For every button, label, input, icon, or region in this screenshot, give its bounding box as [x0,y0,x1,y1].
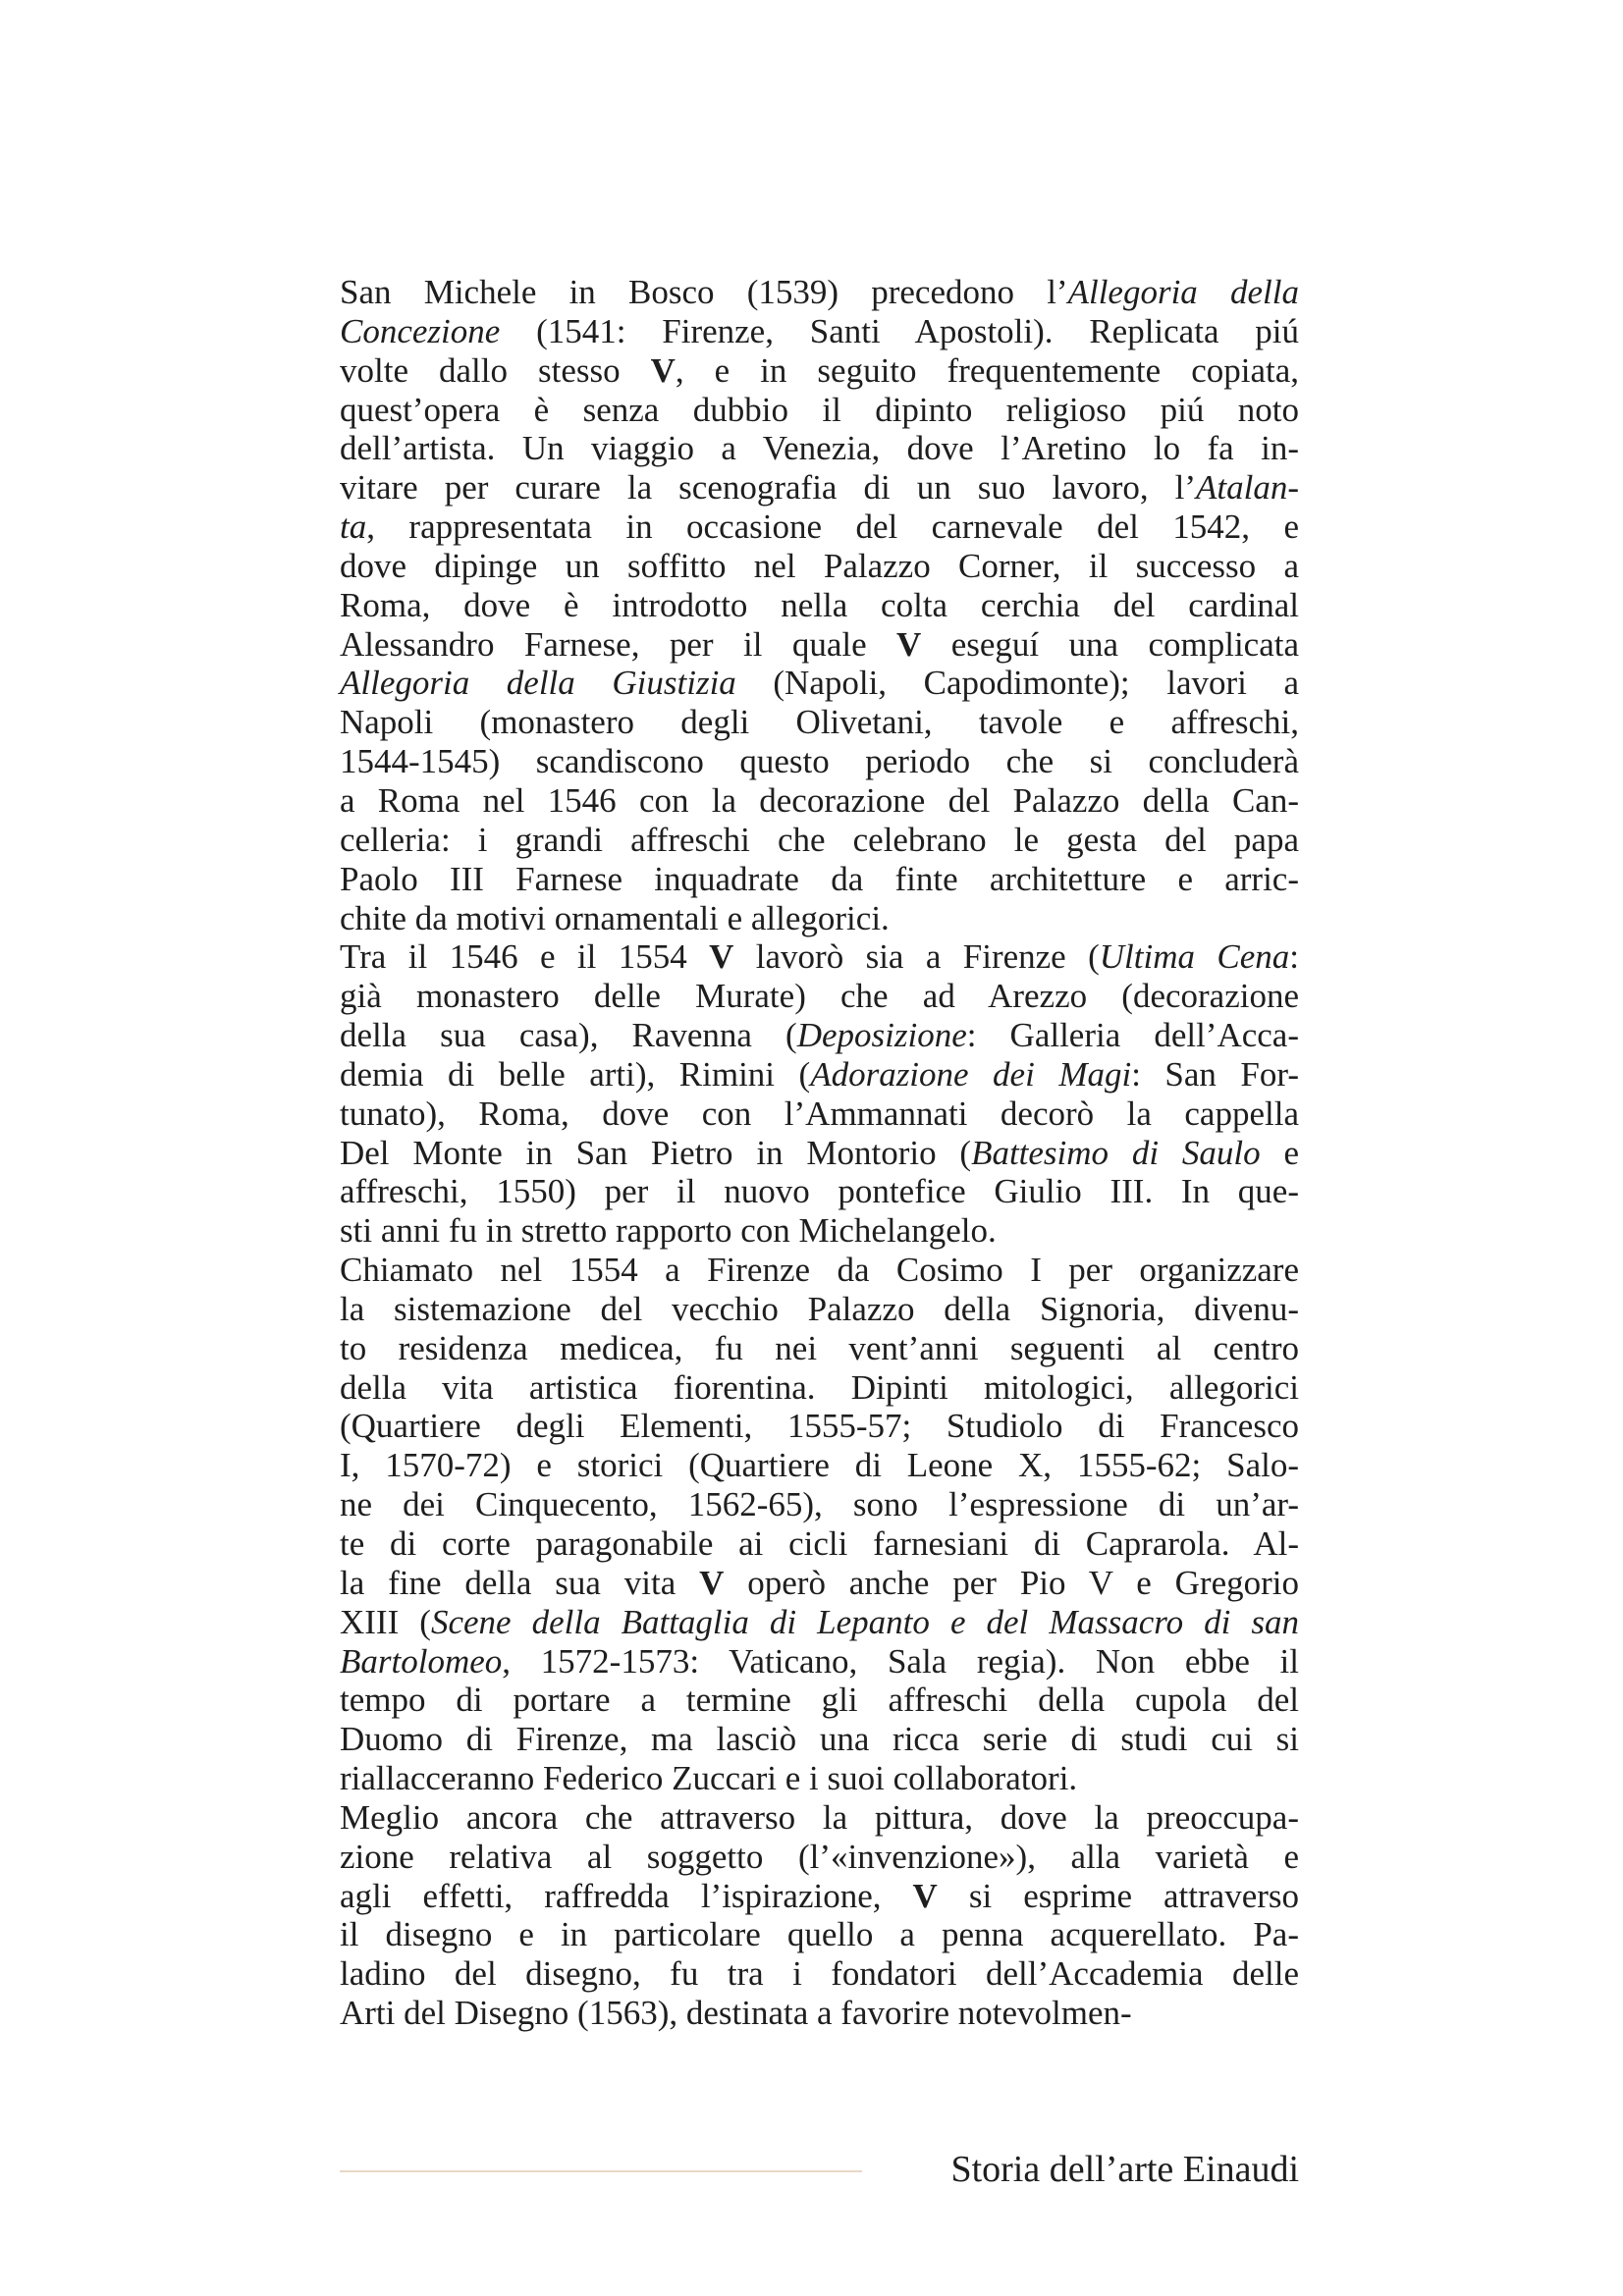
text-segment: : [1289,937,1299,977]
paragraph [340,937,1299,1251]
text-segment: Del Monte in San Pietro in Montorio ( [340,1133,972,1172]
text-segment: Duomo di Firenze, ma lasciò una ricca serie di studi cui si [340,1720,1299,1759]
text-segment: (Quartiere degli Elementi, 1555-57; Studiolo di Francesco [340,1407,1299,1446]
text-segment: 1544-1545) scandiscono questo periodo che si concluderà [340,742,1299,781]
text-line [340,1016,1299,1055]
text-segment: tunato), Roma, dove con l’Ammannati decorò la cappella [340,1094,1299,1133]
text-segment: la fine della sua vita [340,1563,700,1602]
italic-title: Scene della Battaglia di Lepanto e del Massacro di san [430,1602,1299,1641]
text-line [340,1251,1299,1290]
text-segment: la sistemazione del vecchio Palazzo della Signoria, divenu- [340,1289,1299,1328]
text-line [340,1446,1299,1485]
text-segment: , e in seguito frequentemente copiata, [675,350,1299,390]
text-line [340,586,1299,625]
text-segment: to residenza medicea, fu nei vent’anni seguenti al centro [340,1328,1299,1367]
text-line [340,625,1299,665]
text-segment: della vita artistica fiorentina. Dipinti mitologici, allegorici [340,1367,1299,1407]
text-segment: Napoli (monastero degli Olivetani, tavole e affreschi, [340,703,1299,742]
text-line [340,977,1299,1016]
text-line [340,1681,1299,1720]
text-segment: XIII ( [340,1602,431,1641]
text-line [340,781,1299,821]
text-segment: , 1572-1573: Vaticano, Sala regia). Non ebbe il [502,1641,1299,1681]
text-segment: della sua casa), Ravenna ( [340,1016,797,1055]
text-segment: si esprime attraverso [937,1876,1300,1915]
italic-title: Allegoria della Giustizia [340,664,736,703]
text-segment: : Galleria dell’Acca- [966,1016,1299,1055]
text-segment: operò anche per Pio V e Gregorio [724,1563,1299,1602]
text-segment: Chiamato nel 1554 a Firenze da Cosimo I per organizzare [340,1251,1299,1290]
text-segment: Arti del Disegno (1563), destinata a favorire notevolmen- [340,1994,1132,2033]
text-line [340,547,1299,586]
text-segment: ne dei Cinquecento, 1562-65), sono l’espressione di un’ar- [340,1485,1299,1524]
italic-title: Deposizione [796,1016,967,1055]
text-line [340,703,1299,742]
text-line [340,1172,1299,1211]
footer-rule [340,2170,862,2172]
text-line [340,1877,1299,1916]
italic-title: Concezione [340,311,501,350]
text-segment: eseguí una complicata [921,624,1299,664]
italic-title: Battesimo di Saulo [971,1133,1261,1172]
text-line [340,468,1299,507]
text-line [340,1368,1299,1408]
paragraph [340,1798,1299,2033]
text-segment: il disegno e in particolare quello a penna acquerellato. Pa- [340,1915,1299,1954]
text-line [340,429,1299,468]
italic-title: Ultima Cena [1099,937,1290,977]
text-line [340,351,1299,391]
artist-initial: V [896,624,922,664]
text-segment: lavorò sia a Firenze ( [733,937,1100,977]
text-line [340,391,1299,430]
text-line [340,1759,1299,1798]
text-line [340,1407,1299,1446]
text-segment: , rappresentata in occasione del carnevale del 1542, e [366,507,1299,547]
text-line [340,860,1299,899]
text-segment: volte dallo stesso [340,350,651,390]
italic-title: Bartolomeo [340,1641,503,1681]
body-text [340,273,1299,2033]
text-line [340,507,1299,547]
text-segment: dove dipinge un soffitto nel Palazzo Corner, il successo a [340,546,1299,585]
text-segment: Alessandro Farnese, per il quale [340,624,897,664]
text-line [340,742,1299,781]
text-line [340,1524,1299,1564]
italic-title: Atalan- [1196,468,1299,507]
text-line [340,1915,1299,1954]
paragraph [340,273,1299,937]
text-segment: Roma, dove è introdotto nella colta cerchia del cardinal [340,585,1299,624]
text-line [340,1954,1299,1994]
text-segment: ladino del disegno, fu tra i fondatori dell’Accademia delle [340,1954,1299,1994]
text-line [340,1055,1299,1095]
text-segment: chite da motivi ornamentali e allegorici. [340,898,890,937]
text-line [340,273,1299,312]
artist-initial: V [912,1876,938,1915]
text-segment: e [1260,1133,1299,1172]
text-segment: a Roma nel 1546 con la decorazione del Palazzo della Can- [340,780,1299,820]
text-segment: Tra il 1546 e il 1554 [340,937,710,977]
paragraph [340,1251,1299,1798]
text-line [340,1290,1299,1329]
text-line [340,1603,1299,1642]
text-line [340,937,1299,977]
text-segment: (Napoli, Capodimonte); lavori a [735,664,1299,703]
text-segment: : San For- [1131,1054,1299,1094]
text-line [340,1720,1299,1759]
text-line [340,1329,1299,1368]
text-segment: tempo di portare a termine gli affreschi della cupola del [340,1681,1299,1720]
artist-initial: V [699,1563,725,1602]
text-segment: Meglio ancora che attraverso la pittura, dove la preoccupa- [340,1797,1299,1837]
text-segment: zione relativa al soggetto (l’«invenzione»), alla varietà e [340,1837,1299,1876]
text-segment: San Michele in Bosco (1539) precedono l’ [340,273,1068,311]
artist-initial: V [709,937,734,977]
text-segment: già monastero delle Murate) che ad Arezzo (decorazione [340,977,1299,1016]
text-line [340,1798,1299,1838]
text-line [340,821,1299,860]
text-line [340,1211,1299,1251]
text-line [340,1838,1299,1877]
text-segment: demia di belle arti), Rimini ( [340,1054,811,1094]
text-segment: I, 1570-72) e storici (Quartiere di Leone X, 1555-62; Salo- [340,1446,1299,1485]
text-line [340,1485,1299,1524]
footer-publication-title: Storia dell’arte Einaudi [950,2149,1299,2190]
text-line [340,1564,1299,1603]
text-line [340,1642,1299,1682]
italic-title: Allegoria della [1067,273,1299,311]
text-segment: (1541: Firenze, Santi Apostoli). Replicata piú [500,311,1299,350]
text-segment: agli effetti, raffredda l’ispirazione, [340,1876,913,1915]
text-line [340,664,1299,703]
text-segment: affreschi, 1550) per il nuovo pontefice Giulio III. In que- [340,1172,1299,1211]
text-line [340,899,1299,938]
italic-title: Adorazione dei Magi [810,1054,1132,1094]
text-segment: quest’opera è senza dubbio il dipinto religioso piú noto [340,390,1299,429]
text-line [340,312,1299,351]
text-segment: celleria: i grandi affreschi che celebrano le gesta del papa [340,820,1299,859]
text-segment: vitare per curare la scenografia di un suo lavoro, l’ [340,468,1197,507]
artist-initial: V [650,350,676,390]
text-segment: riallacceranno Federico Zuccari e i suoi collaboratori. [340,1759,1078,1798]
text-segment: Paolo III Farnese inquadrate da finte architetture e arric- [340,859,1299,898]
text-segment: dell’artista. Un viaggio a Venezia, dove l’Aretino lo fa in- [340,429,1299,468]
text-line [340,1994,1299,2033]
text-segment: sti anni fu in stretto rapporto con Michelangelo. [340,1211,997,1251]
text-line [340,1095,1299,1134]
text-line [340,1134,1299,1173]
text-segment: te di corte paragonabile ai cicli farnesiani di Caprarola. Al- [340,1524,1299,1563]
italic-title: ta [340,507,367,547]
